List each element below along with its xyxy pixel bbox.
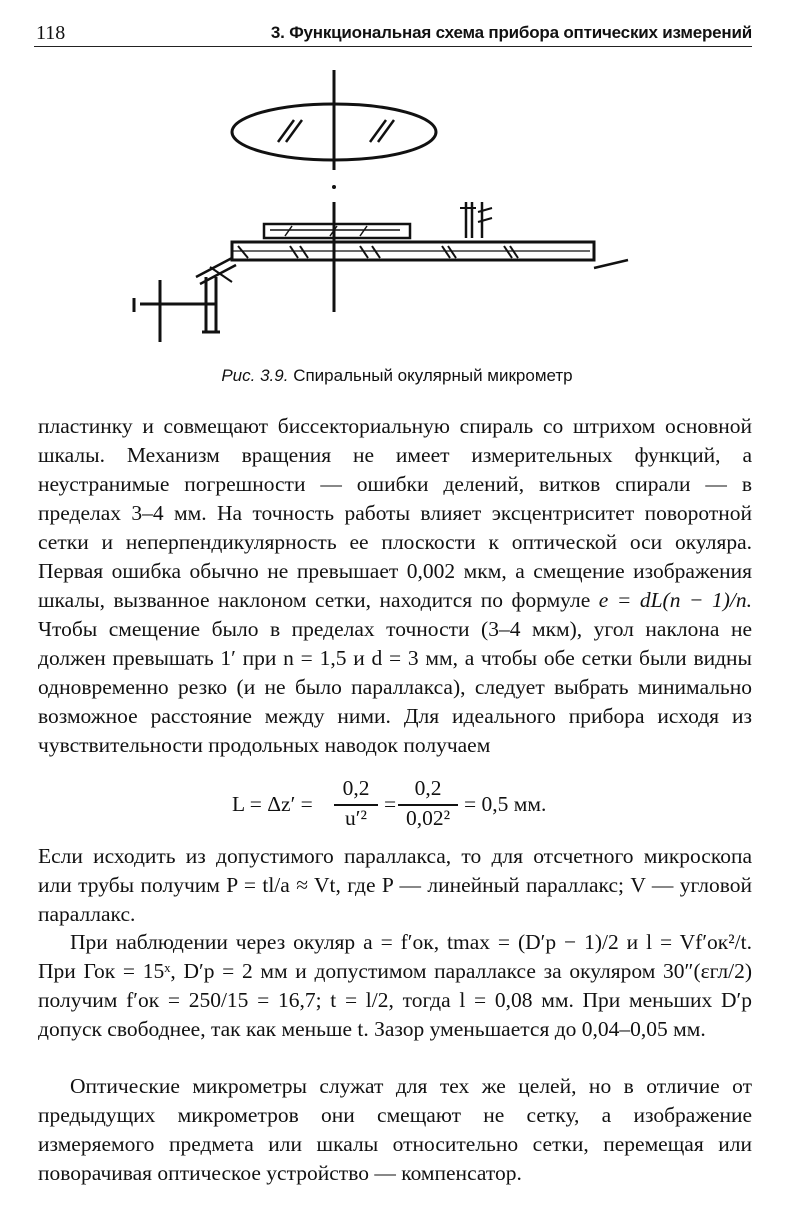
paragraph-1 (38, 412, 752, 760)
figure-number: Рис. 3.9. (221, 366, 289, 385)
fraction-1-numerator: 0,2 (342, 776, 370, 800)
paragraph-1-text: пластинку и совмещают биссекториальную спираль со штрихом основной шкалы. Механизм вращения не имеет измерительных функций, а неустранимые погрешности — ошибки делений, витков спирали — в пределах 3–4 мм. На точность работы влияет эксцентриситет поворотной сетки и неперпендикулярность ее плоскости к оптической оси окуляра. Первая ошибка обычно не превышает 0,002 мкм, а смещение изображения шкалы, вызванное наклоном сетки, находится по формуле (38, 414, 752, 612)
figure-caption (0, 366, 794, 386)
paragraph-2: Если исходить из допустимого параллакса, то для отсчетного микроскопа или трубы получим P = tl/a ≈ Vt, где P — линейный параллакс; V — угловой параллакс. (38, 844, 752, 926)
plate-tail (594, 260, 628, 268)
paragraph-4: Оптические микрометры служат для тех же целей, но в отличие от предыдущих микрометров они смещают не сетку, а изображение измеряемого предмета или шкалы относительно сетки, перемещая или поворачивая оптическое устройство — компенсатор. (38, 1074, 752, 1185)
inline-formula: e = dL(n − 1)/n. (598, 588, 752, 612)
paragraph-1-continuation: Чтобы смещение было в пределах точности (3–4 мкм), угол наклона не должен превышать 1′ при n = 1,5 и d = 3 мм, а чтобы обе сетки были видны одновременно резко (и не было параллакса), следует выбрать минимально возможное расстояние между ними. Для идеального прибора исходя из чувствительности продольных наводок получаем (38, 617, 752, 757)
fraction-2-denominator: 0,02² (405, 806, 451, 830)
figure-spiral-micrometer (120, 62, 640, 362)
paragraph-3: При наблюдении через окуляр a = f′ок, tmax = (D′р − 1)/2 и l = Vf′ок²/t. При Гок = 15ˣ, D′р = 2 мм и допустимом параллаксе за окуляром 30″(εгл/2) получим f′ок = 250/15 = 16,7; t = l/2, тогда l = 0,08 мм. При меньших D′р допуск свободнее, так как меньше t. Зазор уменьшается до 0,04–0,05 мм. (38, 930, 752, 1041)
display-formula (0, 774, 794, 838)
gear-teeth (196, 258, 232, 277)
fraction-2-numerator: 0,2 (414, 776, 442, 800)
fraction-1-denominator: u′² (345, 806, 367, 830)
formula-rhs: = 0,5 мм. (464, 792, 547, 816)
page-number: 118 (36, 22, 66, 44)
page-header (34, 18, 752, 47)
formula-lhs: L = Δz′ = (232, 792, 313, 816)
formula-equals: = (384, 792, 397, 816)
running-title: 3. Функциональная схема прибора оптических измерений (270, 23, 752, 42)
figure-title: Спиральный окулярный микрометр (293, 366, 573, 385)
micrometer-diagram (120, 62, 640, 362)
axis-dot (332, 185, 336, 189)
